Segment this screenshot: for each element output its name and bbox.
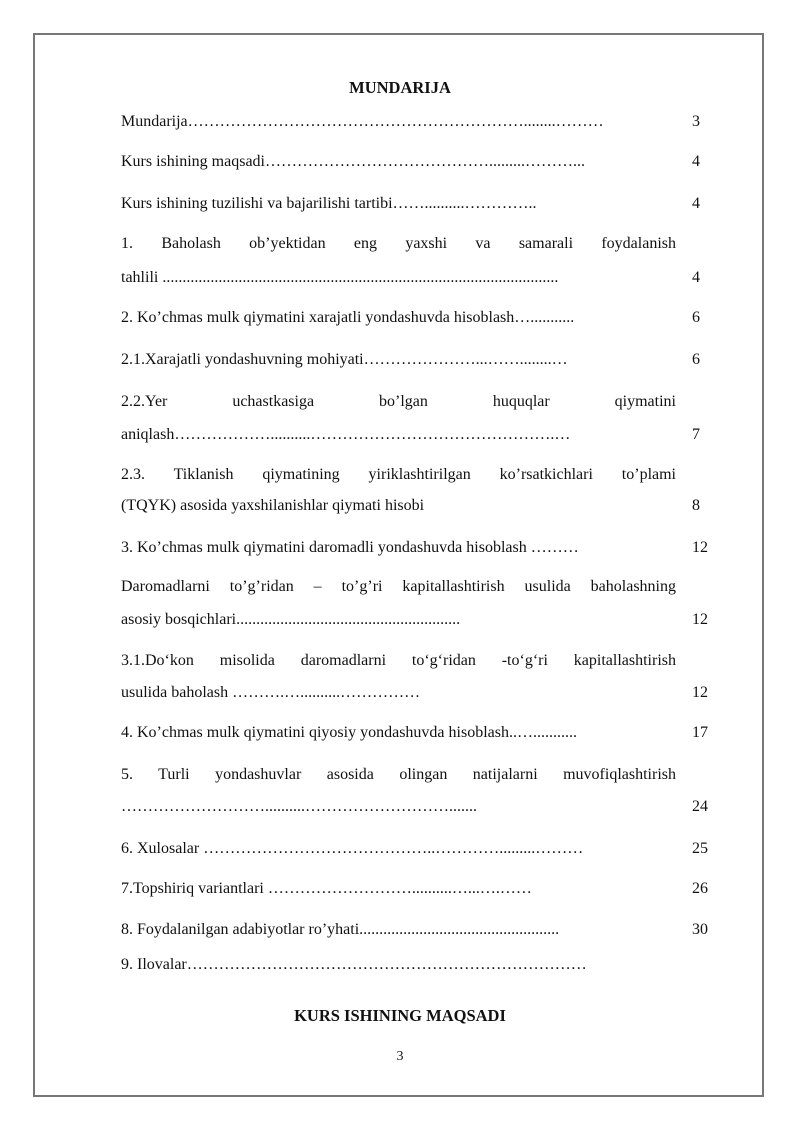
section-heading: KURS ISHINING MAQSADI bbox=[294, 1006, 506, 1025]
toc-page-number: 4 bbox=[692, 195, 700, 212]
toc-page-number: 12 bbox=[692, 539, 708, 556]
toc-page-number: 26 bbox=[692, 880, 708, 897]
toc-page-number: 6 bbox=[692, 351, 700, 368]
toc-page-number: 12 bbox=[692, 611, 708, 628]
toc-page-number: 7 bbox=[692, 426, 700, 443]
toc-page-number: 6 bbox=[692, 309, 700, 326]
toc-entry-text: 3.1.Do‘kon misolida daromadlarni to‘g‘ridan -to‘g‘ri kapitallashtirish bbox=[121, 652, 676, 669]
toc-entry-text: ………………………..........………………………....... bbox=[121, 798, 477, 815]
toc-entry-text: 1. Baholash ob’yektidan eng yaxshi va samarali foydalanish bbox=[121, 235, 676, 252]
toc-page-number: 24 bbox=[692, 798, 708, 815]
toc-page-number: 4 bbox=[692, 269, 700, 286]
toc-entry-text: usulida baholash ……….…..........…………… bbox=[121, 684, 421, 701]
page-number: 3 bbox=[396, 1049, 404, 1064]
toc-entry-text: 9. Ilovalar………………………………………………………………… bbox=[121, 956, 587, 973]
toc-page-number: 4 bbox=[692, 153, 700, 170]
toc-entry-text: Kurs ishining tuzilishi va bajarilishi tartibi……..........………….. bbox=[121, 195, 537, 212]
toc-entry-text: 8. Foydalanilgan adabiyotlar ro’yhati.................................................. bbox=[121, 921, 560, 938]
toc-entry-text: aniqlash………………..........……………………………………….… bbox=[121, 426, 571, 443]
toc-entry-text: 2. Ko’chmas mulk qiymatini xarajatli yondashuvda hisoblash…........... bbox=[121, 309, 575, 326]
toc-entry-text: 6. Xulosalar ……………………………………..………….........……… bbox=[121, 840, 584, 857]
toc-entry-text: 5. Turli yondashuvlar asosida olingan natijalarni muvofiqlashtirish bbox=[121, 766, 676, 783]
toc-entry-text: 2.1.Xarajatli yondashuvning mohiyati…………………...……........… bbox=[121, 351, 568, 368]
toc-title: MUNDARIJA bbox=[349, 78, 451, 97]
toc-entry-text: Kurs ishining maqsadi…………………………………….........………... bbox=[121, 153, 585, 170]
toc-page-number: 30 bbox=[692, 921, 708, 938]
toc-entry-text: 3. Ko’chmas mulk qiymatini daromadli yondashuvda hisoblash ……… bbox=[121, 539, 579, 556]
toc-page-number: 25 bbox=[692, 840, 708, 857]
toc-entry-text: Daromadlarni to’g’ridan – to’g’ri kapitallashtirish usulida baholashning bbox=[121, 578, 676, 595]
toc-entry-text: 4. Ko’chmas mulk qiymatini qiyosiy yondashuvda hisoblash..…........... bbox=[121, 724, 577, 741]
toc-entry-text: 7.Topshiriq variantlari ………………………..........…...….…… bbox=[121, 880, 532, 897]
toc-entry-text: Mundarija………………………………………………………........……… bbox=[121, 113, 604, 130]
toc-page-number: 3 bbox=[692, 113, 700, 130]
toc-page-number: 8 bbox=[692, 497, 700, 514]
toc-page-number: 17 bbox=[692, 724, 708, 741]
toc-entry-text: 2.3. Tiklanish qiymatining yiriklashtirilgan ko’rsatkichlari to’plami bbox=[121, 466, 676, 483]
toc-entry-text: asosiy bosqichlari........................................................ bbox=[121, 611, 461, 628]
toc-entry-text: 2.2.Yer uchastkasiga bo’lgan huquqlar qiymatini bbox=[121, 393, 676, 410]
toc-page-number: 12 bbox=[692, 684, 708, 701]
toc-entry-text: tahlili ................................................................................................... bbox=[121, 269, 559, 286]
toc-entry-text: (TQYK) asosida yaxshilanishlar qiymati hisobi bbox=[121, 497, 425, 514]
